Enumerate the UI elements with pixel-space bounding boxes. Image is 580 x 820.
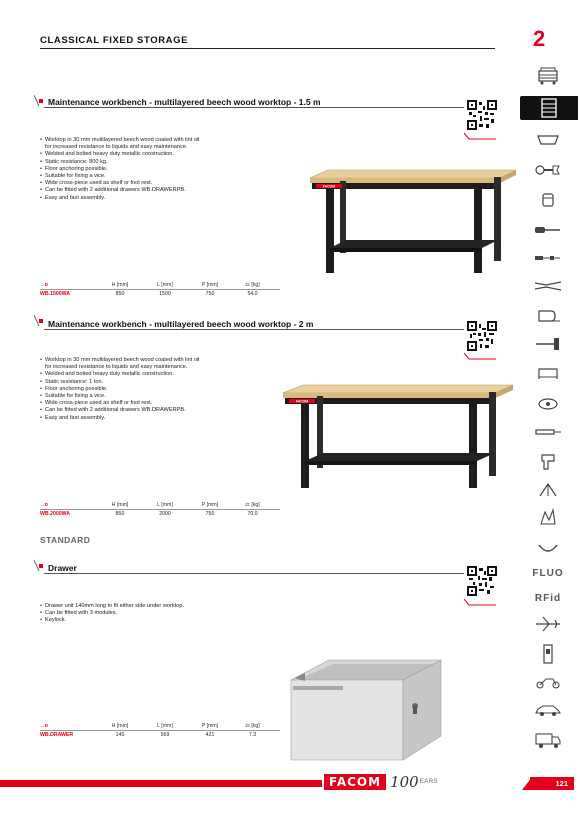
electrical-icon[interactable] <box>518 642 578 666</box>
feature-list <box>40 357 199 422</box>
table-divider <box>40 730 280 731</box>
qr-code[interactable] <box>467 321 497 351</box>
spec-table <box>40 282 280 297</box>
spec-table <box>40 502 280 517</box>
footer-brand <box>324 773 438 791</box>
list-item: • Suitable for fixing a vice. <box>40 393 199 400</box>
section-title: Maintenance workbench - multilayered beech wood worktop - 2 m <box>48 319 314 329</box>
years-mark: 100 <box>390 773 419 791</box>
standard-heading: STANDARD <box>40 535 91 545</box>
drawer-image <box>283 656 445 764</box>
qr-arrow-icon <box>463 598 497 606</box>
page-title: CLASSICAL FIXED STORAGE <box>40 35 189 46</box>
list-item: • Static resistance: 800 kg. <box>40 159 199 166</box>
list-item: • Can be fitted with 2 additional drawers WB.DRAWERPB. <box>40 187 199 194</box>
section-rule <box>44 107 464 108</box>
list-item: • Suitable for fixing a vice. <box>40 173 199 180</box>
list-item: • Easy and fast assembly. <box>40 415 199 422</box>
pliers-icon[interactable] <box>518 274 578 298</box>
spec-table <box>40 723 280 738</box>
table-header: →D H [mm] L [mm] P [mm] ⚖ [kg] <box>40 723 260 729</box>
table-header: →D H [mm] L [mm] P [mm] ⚖ [kg] <box>40 502 260 508</box>
toolbox-trolley-icon[interactable] <box>518 64 578 88</box>
qr-arrow-icon <box>463 352 497 360</box>
list-item: • Keylock. <box>40 617 184 624</box>
truck-icon[interactable] <box>518 728 578 752</box>
list-item: • Worktop in 30 mm multilayered beech wood coated with lint oil <box>40 357 199 364</box>
motorcycle-icon[interactable] <box>518 670 578 694</box>
section-rule <box>44 573 464 574</box>
list-item: for increased resistance to liquids and easy maintenance. <box>45 144 188 151</box>
list-item: for increased resistance to liquids and easy maintenance. <box>45 364 188 371</box>
fluo-label[interactable]: FLUO <box>532 567 564 579</box>
qr-arrow-icon <box>463 132 497 140</box>
feature-list <box>40 603 184 625</box>
table-divider <box>40 509 280 510</box>
list-item: • Floor anchoring possible. <box>40 386 199 393</box>
brand-logo: FACOM <box>324 774 386 790</box>
wrench-icon[interactable] <box>518 158 578 182</box>
list-item: • Welded and bolted heavy duty metallic construction. <box>40 371 199 378</box>
section-title: Drawer <box>48 563 77 573</box>
drill-icon[interactable] <box>518 450 578 474</box>
section-marker-icon <box>34 560 44 572</box>
table-row[interactable]: WB.2000WA 850 2000 750 70.0 <box>40 511 258 517</box>
list-item: • Can be fitted with 3 modules. <box>40 610 184 617</box>
page-number: 121 <box>530 777 574 790</box>
list-item: • Easy and fast assembly. <box>40 195 199 202</box>
puller-icon[interactable] <box>518 478 578 502</box>
table-header: →D H [mm] L [mm] P [mm] ⚖ [kg] <box>40 282 260 288</box>
list-item: • Floor anchoring possible. <box>40 166 199 173</box>
cabinet-icon[interactable] <box>520 96 578 120</box>
tape-measure-icon[interactable] <box>518 304 578 328</box>
list-item: • Drawer unit 140mm long to fit either side under worktop. <box>40 603 184 610</box>
qr-code[interactable] <box>467 100 497 130</box>
table-row[interactable]: WB.DRAWER 140 569 421 7.3 <box>40 732 257 738</box>
socket-icon[interactable] <box>518 188 578 212</box>
list-item: • Static resistance: 1 ton. <box>40 379 199 386</box>
years-word: EARS <box>419 779 439 785</box>
rfid-label[interactable]: RFid <box>534 592 562 604</box>
hammer-icon[interactable] <box>518 332 578 356</box>
screwdriver-icon[interactable] <box>518 218 578 242</box>
tool-tray-icon[interactable] <box>518 128 578 152</box>
section-title: Maintenance workbench - multilayered beech wood worktop - 1.5 m <box>48 97 321 107</box>
list-item: • Can be fitted with 2 additional drawers WB.DRAWERPB. <box>40 407 199 414</box>
feature-list <box>40 137 199 202</box>
hacksaw-icon[interactable] <box>518 362 578 386</box>
punch-icon[interactable] <box>518 420 578 444</box>
screwdriver-bits-icon[interactable] <box>518 246 578 270</box>
table-divider <box>40 289 280 290</box>
car-icon[interactable] <box>518 698 578 722</box>
bench-brand-label: FACOM <box>295 399 309 404</box>
bench-brand-label: FACOM <box>322 184 336 189</box>
workbench-image <box>283 383 515 493</box>
list-item: • Wide cross-piece used as shelf or foot rest. <box>40 180 199 187</box>
safety-icon[interactable] <box>518 506 578 530</box>
section-marker-icon <box>34 95 44 107</box>
list-item: • Wide cross-piece used as shelf or foot rest. <box>40 400 199 407</box>
header-rule <box>40 48 495 49</box>
table-row[interactable]: WB.1500WA 850 1500 750 54.0 <box>40 291 258 297</box>
qr-code[interactable] <box>467 566 497 596</box>
lifting-icon[interactable] <box>518 536 578 560</box>
cable-icon[interactable] <box>518 392 578 416</box>
workbench-image <box>310 168 518 280</box>
section-rule <box>44 329 464 330</box>
section-marker-icon <box>34 315 44 327</box>
footer-bar <box>0 780 322 787</box>
chapter-number: 2 <box>533 26 546 51</box>
list-item: • Welded and bolted heavy duty metallic construction. <box>40 151 199 158</box>
list-item: • Worktop in 30 mm multilayered beech wood coated with lint oil <box>40 137 199 144</box>
aircraft-icon[interactable] <box>518 612 578 636</box>
